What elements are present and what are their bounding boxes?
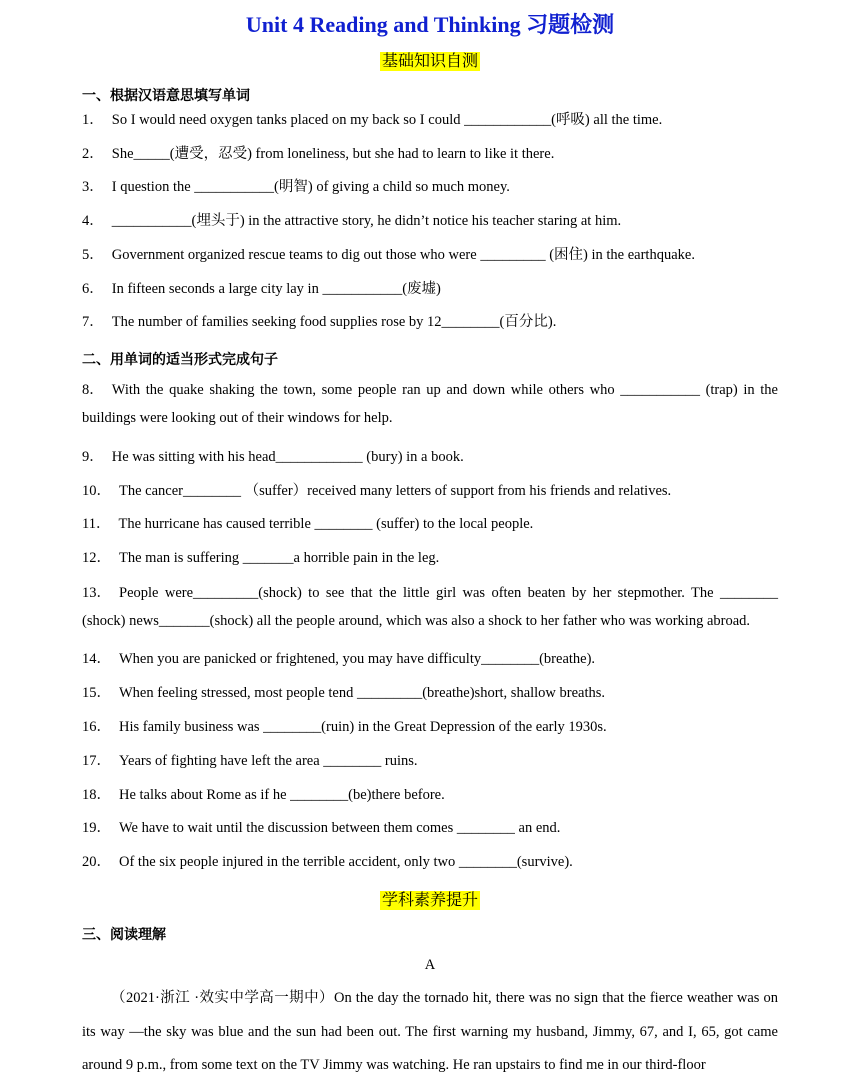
question-12 — [82, 544, 778, 572]
section3-heading: 三、阅读理解 — [82, 927, 166, 943]
question-number: 12． — [82, 550, 111, 566]
question-5 — [82, 241, 778, 269]
question-4 — [82, 207, 778, 235]
question-2 — [82, 140, 778, 168]
question-text: With the quake shaking the town, some people ran up and down while others who ___________ (trap) in the buildings were looking out of their windows for help. — [82, 382, 778, 426]
page-title: Unit 4 Reading and Thinking 习题检测 — [245, 12, 615, 37]
question-20 — [82, 848, 778, 876]
question-text: He talks about Rome as if he ________(be)there before. — [119, 787, 445, 803]
question-number: 13． — [82, 585, 111, 601]
question-number: 14． — [82, 651, 111, 667]
question-number: 1． — [82, 112, 104, 128]
question-number: 2． — [82, 146, 104, 162]
question-text: The cancer________ （suffer）received many letters of support from his friends and relatives. — [119, 483, 672, 499]
question-3 — [82, 173, 778, 201]
question-number: 9． — [82, 449, 104, 465]
question-number: 5． — [82, 247, 104, 263]
question-text: I question the ___________(明智) of giving a child so much money. — [111, 179, 510, 195]
question-number: 6． — [82, 281, 104, 297]
question-text: Years of fighting have left the area ________ ruins. — [119, 753, 418, 769]
question-18 — [82, 781, 778, 809]
question-13 — [82, 579, 778, 635]
question-text: The hurricane has caused terrible ________ (suffer) to the local people. — [118, 516, 534, 532]
question-text: In fifteen seconds a large city lay in ___________(废墟) — [111, 281, 441, 297]
question-number: 7． — [82, 314, 104, 330]
question-number: 18． — [82, 787, 111, 803]
question-text: People were_________(shock) to see that the little girl was often beaten by her stepmother. The ________ (shock) news_______(shock) all the people around, which was also a shock to her father who was working abroad. — [82, 585, 778, 629]
question-9 — [82, 443, 778, 471]
question-19 — [82, 814, 778, 842]
question-text: When you are panicked or frightened, you may have difficulty________(breathe). — [119, 651, 596, 667]
passage-paragraph: （2021·浙江 ·效实中学高一期中）On the day the tornado hit, there was no sign that the fierce weather was on its way —the sky was blue and the sun had been out. The first warning my husband, Jimmy, 67, and I, 65, got came around 9 p.m., from some text on the TV Jimmy was watching. He ran upstairs to find me in our third-floor — [82, 990, 778, 1073]
question-number: 16． — [82, 719, 111, 735]
question-17 — [82, 747, 778, 775]
question-15 — [82, 679, 778, 707]
question-number: 20． — [82, 854, 111, 870]
question-text: The man is suffering _______a horrible pain in the leg. — [119, 550, 440, 566]
question-number: 10． — [82, 483, 111, 499]
question-7 — [82, 308, 778, 336]
question-14 — [82, 645, 778, 673]
part1-banner: 基础知识自测 — [381, 53, 478, 70]
section1-heading: 一、根据汉语意思填写单词 — [82, 88, 250, 104]
question-text: So I would need oxygen tanks placed on my back so I could ____________(呼吸) all the time. — [111, 112, 663, 128]
question-number: 4． — [82, 213, 104, 229]
question-16 — [82, 713, 778, 741]
question-text: She_____(遭受，忍受) from loneliness, but she had to learn to like it there. — [111, 146, 555, 162]
question-text: Of the six people injured in the terrible accident, only two ________(survive). — [119, 854, 573, 870]
question-number: 8． — [82, 382, 104, 398]
question-text: He was sitting with his head____________ (bury) in a book. — [111, 449, 464, 465]
question-11 — [82, 510, 778, 538]
question-number: 15． — [82, 685, 111, 701]
question-text: ___________(埋头于) in the attractive story, he didn’t notice his teacher staring at him. — [111, 213, 622, 229]
question-number: 17． — [82, 753, 111, 769]
question-text: When feeling stressed, most people tend _________(breathe)short, shallow breaths. — [119, 685, 606, 701]
question-text: Government organized rescue teams to dig out those who were _________ (困住) in the earthquake. — [111, 247, 695, 263]
question-text: His family business was ________(ruin) in the Great Depression of the early 1930s. — [119, 719, 607, 735]
passage-label: A — [424, 957, 436, 973]
question-number: 19． — [82, 820, 111, 836]
question-8 — [82, 376, 778, 432]
question-text: We have to wait until the discussion between them comes ________ an end. — [119, 820, 561, 836]
question-10 — [82, 477, 778, 505]
question-6 — [82, 275, 778, 303]
question-number: 11． — [82, 516, 111, 532]
section2-heading: 二、用单词的适当形式完成句子 — [82, 352, 278, 368]
part2-banner: 学科素养提升 — [381, 892, 478, 909]
part1-banner-row — [0, 48, 860, 71]
part2-banner-row — [0, 887, 860, 910]
question-number: 3． — [82, 179, 104, 195]
question-1 — [82, 106, 778, 134]
question-text: The number of families seeking food supplies rose by 12________(百分比). — [111, 314, 557, 330]
